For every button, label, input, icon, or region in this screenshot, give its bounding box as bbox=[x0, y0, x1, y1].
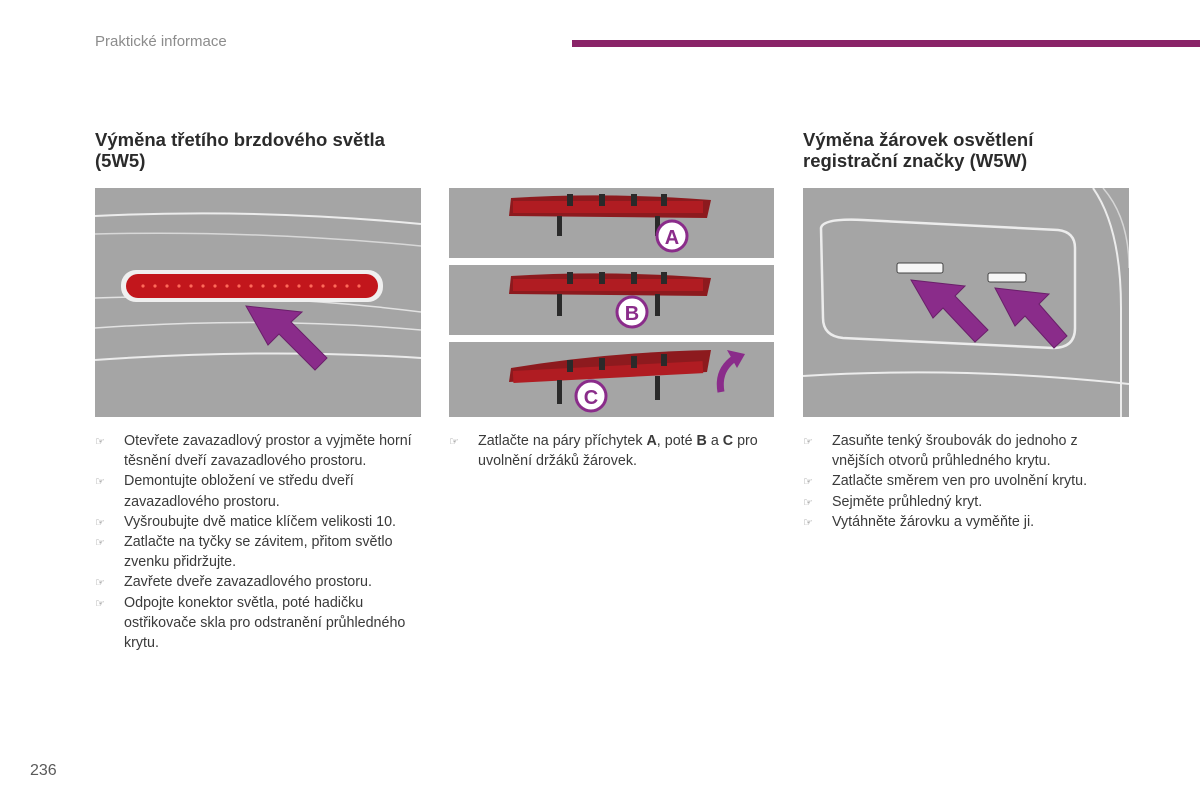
pointing-hand-icon: ☞ bbox=[803, 436, 813, 448]
plate-lights-illustration bbox=[803, 188, 1129, 417]
pointing-hand-icon: ☞ bbox=[803, 476, 813, 489]
pointing-hand-icon: ☞ bbox=[95, 436, 105, 448]
list-item: ☞ Sejměte průhledný kryt. bbox=[803, 492, 1123, 512]
title-line: Výměna žárovek osvětlení bbox=[803, 129, 1034, 150]
pointing-hand-icon: ☞ bbox=[95, 577, 105, 590]
third-brake-light-illustration bbox=[95, 188, 421, 417]
pointing-hand-icon: ☞ bbox=[449, 436, 459, 448]
list-item: ☞ Demontujte obložení ve středu dveří zavazadlového prostoru. bbox=[95, 473, 354, 510]
steps-plate-lights bbox=[803, 431, 1123, 532]
section-title-plate-lights bbox=[803, 129, 1133, 171]
steps-bulb-holders bbox=[449, 431, 774, 471]
steps-brake-light bbox=[95, 431, 425, 653]
holder-label-b: B bbox=[624, 303, 640, 325]
list-item: ☞ Vyšroubujte dvě matice klíčem velikosti 10. bbox=[95, 512, 425, 532]
pointing-hand-icon: ☞ bbox=[803, 516, 813, 529]
holder-label-c: C bbox=[583, 387, 599, 409]
figure-bulb-holder-steps bbox=[449, 188, 774, 417]
list-item: ☞ Zatlačte na tyčky se závitem, přitom světlo zvenku přidržujte. bbox=[95, 534, 393, 571]
list-item: ☞ Zatlačte na páry příchytek A, poté B a C pro uvolnění držáků žárovek. bbox=[449, 433, 758, 470]
holder-label-a: A bbox=[664, 227, 680, 249]
header-accent-bar bbox=[572, 40, 1200, 47]
pointing-hand-icon: ☞ bbox=[95, 537, 105, 550]
figure-plate-lights bbox=[803, 188, 1129, 417]
figure-third-brake-light bbox=[95, 188, 421, 417]
list-item: ☞ Zasuňte tenký šroubovák do jednoho z vnějších otvorů průhledného krytu. bbox=[803, 433, 1078, 470]
title-line: registrační značky (W5W) bbox=[803, 150, 1028, 171]
bulb-holder-illustration bbox=[449, 188, 774, 417]
list-item: ☞ Zavřete dveře zavazadlového prostoru. bbox=[95, 572, 425, 592]
page-number: 236 bbox=[30, 762, 57, 779]
list-item: ☞ Odpojte konektor světla, poté hadičku ostřikovače skla pro odstranění průhledného krytu. bbox=[95, 594, 406, 652]
pointing-hand-icon: ☞ bbox=[95, 476, 105, 489]
list-item: ☞ Vytáhněte žárovku a vyměňte ji. bbox=[803, 512, 1123, 532]
list-item: ☞ Otevřete zavazadlový prostor a vyjměte horní těsnění dveří zavazadlového prostoru. bbox=[95, 433, 412, 470]
section-title-brake-light bbox=[95, 129, 425, 171]
title-line: Výměna třetího brzdového světla bbox=[95, 129, 385, 150]
running-header: Praktické informace bbox=[95, 33, 227, 50]
pointing-hand-icon: ☞ bbox=[803, 496, 813, 509]
title-line: (5W5) bbox=[95, 150, 146, 171]
pointing-hand-icon: ☞ bbox=[95, 516, 105, 529]
list-item: ☞ Zatlačte směrem ven pro uvolnění krytu. bbox=[803, 471, 1123, 491]
pointing-hand-icon: ☞ bbox=[95, 597, 105, 610]
